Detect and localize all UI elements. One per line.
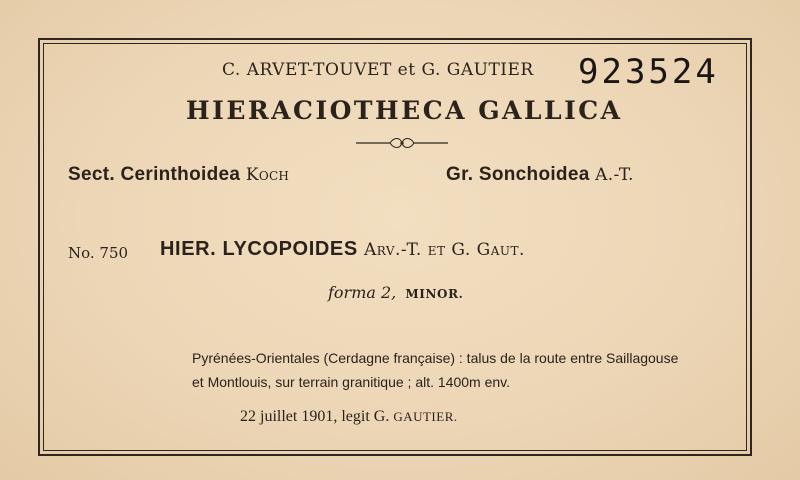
forma-line xyxy=(328,283,463,302)
forma-value: MINOR. xyxy=(405,287,464,301)
species-line xyxy=(160,238,525,261)
collection-date: 22 juillet 1901, legit G. xyxy=(240,408,390,425)
forma-label: forma 2, xyxy=(328,283,397,302)
species-name: HIER. LYCOPOIDES xyxy=(160,238,358,260)
group-line xyxy=(446,164,634,186)
group-author: A.-T. xyxy=(595,165,634,185)
authors-line: C. ARVET-TOUVET et G. GAUTIER xyxy=(222,60,534,80)
label-title: HIERACIOTHECA GALLICA xyxy=(186,96,623,125)
group-name: Gr. Sonchoidea xyxy=(446,164,590,185)
collector-name: GAUTIER. xyxy=(393,409,458,424)
species-author: Arv.-T. et G. Gaut. xyxy=(363,240,525,260)
locality-line-2: et Montlouis, sur terrain granitique ; alt. 1400m env. xyxy=(192,374,511,390)
section-name: Sect. Cerinthoidea xyxy=(68,164,241,185)
ornament-divider-icon xyxy=(356,137,448,149)
collection-date-line xyxy=(240,408,458,426)
catalog-number: 923524 xyxy=(578,52,719,92)
section-line xyxy=(68,164,289,186)
locality-line-1: Pyrénées-Orientales (Cerdagne française) : talus de la route entre Saillagouse xyxy=(192,350,679,366)
section-author: Koch xyxy=(245,165,290,185)
specimen-number: No. 750 xyxy=(68,244,129,262)
